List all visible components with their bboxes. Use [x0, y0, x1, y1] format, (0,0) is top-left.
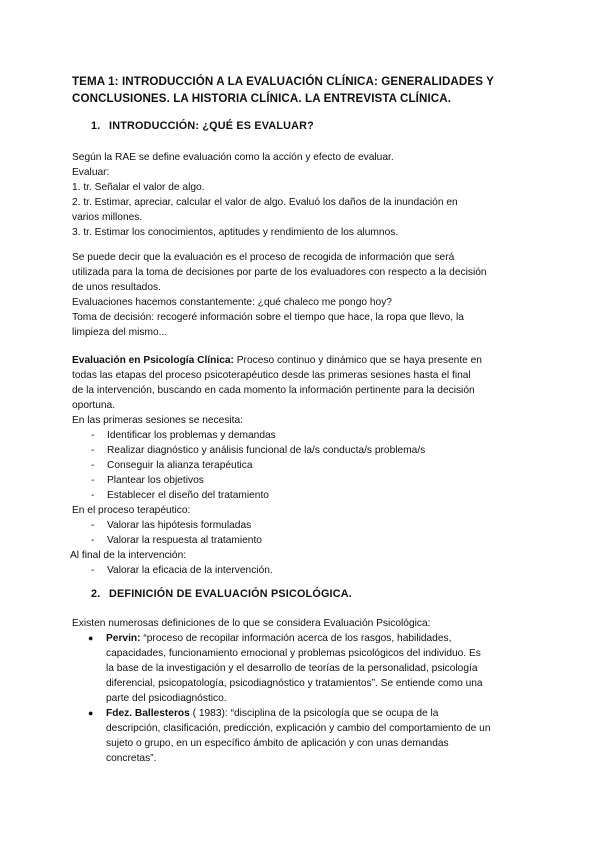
paragraph-line: limpieza del mismo... — [72, 327, 168, 338]
paragraph-line: parte del psicodiagnóstico. — [106, 693, 227, 704]
paragraph-line — [106, 706, 532, 721]
paragraph-line: descripción, clasificación, predicción, explicación y cambio del comportamiento de un — [106, 723, 491, 734]
list-item: - Valorar la respuesta al tratamiento — [72, 533, 532, 548]
list-label: Al final de la intervención: — [70, 550, 187, 561]
list-label: En las primeras sesiones se necesita: — [72, 415, 244, 426]
paragraph-line: diferencial, psicopatología, psicodiagnóstico y tratamientos”. Se entiende como una — [106, 678, 483, 689]
list-item: - Valorar la eficacia de la intervención. — [72, 563, 532, 578]
list-item: - Establecer el diseño del tratamiento — [72, 488, 532, 503]
clinical-text: Proceso continuo y dinámico que se haya presente en — [233, 355, 482, 366]
section-title: DEFINICIÓN DE EVALUACIÓN PSICOLÓGICA. — [109, 588, 352, 600]
paragraph-line — [106, 631, 532, 646]
section-number: 2. — [91, 588, 101, 600]
paragraph-line — [72, 353, 532, 368]
paragraph-line: Existen numerosas definiciones de lo que se considera Evaluación Psicológica: — [72, 618, 431, 629]
list-item: - Plantear los objetivos — [72, 473, 532, 488]
paragraph-line: 3. tr. Estimar los conocimientos, aptitudes y rendimiento de los alumnos. — [72, 227, 399, 238]
paragraph-line: de unos resultados. — [72, 282, 161, 293]
paragraph-line: Según la RAE se define evaluación como la acción y efecto de evaluar. — [72, 152, 394, 163]
paragraph-line: de la intervención, buscando en cada momento la información pertinente para la decisión — [72, 385, 475, 396]
title-line: CONCLUSIONES. LA HISTORIA CLÍNICA. LA ENTREVISTA CLÍNICA. — [72, 92, 452, 105]
paragraph-line: varios millones. — [72, 212, 143, 223]
section-number: 1. — [91, 120, 101, 132]
author-name: Pervin: — [106, 633, 141, 644]
paragraph-line: todas las etapas del proceso psicoterapéutico desde las primeras sesiones hasta el final — [72, 370, 471, 381]
paragraph-line: Evaluaciones hacemos constantemente: ¿qué chaleco me pongo hoy? — [72, 297, 392, 308]
paragraph-line: 1. tr. Señalar el valor de algo. — [72, 182, 205, 193]
definition-item-pervin — [72, 631, 532, 706]
section-title: INTRODUCCIÓN: ¿QUÉ ES EVALUAR? — [109, 120, 314, 132]
paragraph-line: Evaluar: — [72, 167, 110, 178]
list-item: - Conseguir la alianza terapéutica — [72, 458, 532, 473]
paragraph-line: oportuna. — [72, 400, 116, 411]
paragraph-line: capacidades, funcionamiento emocional y problemas psicológicos del individuo. Es — [106, 648, 481, 659]
definition-text: ( 1983): “disciplina de la psicología que se ocupa de la — [189, 708, 439, 719]
paragraph-line: Se puede decir que la evaluación es el proceso de recogida de información que será — [72, 252, 455, 263]
paragraph-line: la base de la investigación y el desarrollo de teorías de la personalidad, psicología — [106, 663, 478, 674]
bullet-icon: ● — [88, 633, 94, 643]
list-item: - Identificar los problemas y demandas — [72, 428, 532, 443]
definitions-block — [72, 616, 532, 766]
definition-text: “proceso de recopilar información acerca de los rasgos, habilidades, — [140, 633, 452, 644]
title-line: TEMA 1: INTRODUCCIÓN A LA EVALUACIÓN CLÍNICA: GENERALIDADES Y — [72, 75, 494, 88]
paragraph-line: Toma de decisión: recogeré información sobre el tiempo que hace, la ropa que llevo, la — [72, 312, 464, 323]
definition-item-ballesteros — [72, 706, 532, 766]
clinical-term: Evaluación en Psicología Clínica: — [72, 355, 234, 366]
section-2-heading — [91, 587, 352, 601]
author-name: Fdez. Ballesteros — [106, 708, 190, 719]
rae-definition — [72, 150, 532, 240]
document-title — [72, 73, 542, 107]
paragraph-line: concretas”. — [106, 753, 157, 764]
clinical-evaluation — [72, 353, 532, 578]
paragraph-line: utilizada para la toma de decisiones por parte de los evaluadores con respecto a la decisión — [72, 267, 487, 278]
section-1-heading — [91, 119, 314, 133]
process-paragraph — [72, 250, 532, 340]
list-label: En el proceso terapéutico: — [72, 505, 191, 516]
bullet-icon: ● — [88, 708, 94, 718]
paragraph-line: sujeto o grupo, en un específico ámbito de aplicación y con unas demandas — [106, 738, 449, 749]
list-item: - Realizar diagnóstico y análisis funcional de la/s conducta/s problema/s — [72, 443, 532, 458]
paragraph-line: 2. tr. Estimar, apreciar, calcular el valor de algo. Evaluó los daños de la inundación en — [72, 197, 458, 208]
list-item: - Valorar las hipótesis formuladas — [72, 518, 532, 533]
